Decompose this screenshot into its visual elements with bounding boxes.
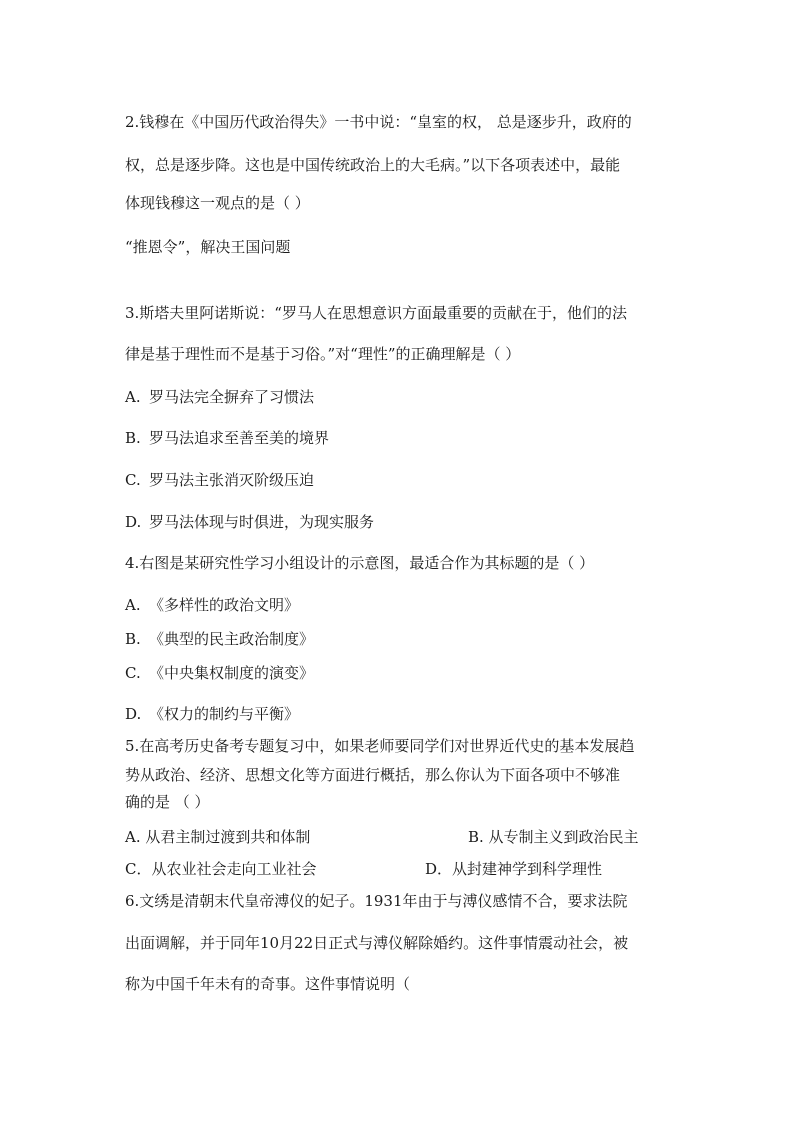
q5-option-b: B. 从专制主义到政治民主 (468, 828, 639, 846)
option-text: 罗马法完全摒弃了习惯法 (149, 388, 315, 406)
q4-option-c (125, 663, 314, 683)
q3-option-c (125, 470, 314, 490)
q3-option-a (125, 387, 314, 407)
q3-option-b (125, 428, 329, 448)
q2-stem-line-1: 2.钱穆在《中国历代政治得失》一书中说：“皇室的权， 总是逐步升，政府的 (125, 113, 632, 131)
option-letter: D. (125, 705, 142, 723)
option-letter: A. (125, 596, 141, 614)
option-text: 罗马法主张消灭阶级压迫 (149, 471, 315, 489)
option-letter: B. (125, 429, 141, 447)
q4-option-d (125, 704, 299, 724)
option-letter: D. (125, 513, 142, 531)
option-text: 《中央集权制度的演变》 (149, 664, 315, 682)
q6-stem-line-1: 6.文绣是清朝末代皇帝溥仪的妃子。1931年由于与溥仪感情不合，要求法院 (125, 892, 628, 910)
q4-stem-line-1: 4.右图是某研究性学习小组设计的示意图，最适合作为其标题的是（ ） (125, 554, 595, 572)
option-text: 《多样性的政治文明》 (149, 596, 300, 614)
q6-stem-line-3: 称为中国千年未有的奇事。这件事情说明（ (125, 975, 411, 993)
q3-option-d (125, 512, 374, 532)
q2-option-text: “推恩令”，解决王国问题 (125, 238, 291, 256)
q5-stem-line-3: 确的是 （ ） (125, 793, 210, 811)
q5-option-d: D．从封建神学到科学理性 (425, 860, 603, 878)
q5-stem-line-2: 势从政治、经济、思想文化等方面进行概括，那么你认为下面各项中不够准 (125, 766, 621, 784)
q4-option-b (125, 629, 314, 649)
option-text: 罗马法追求至善至美的境界 (149, 429, 330, 447)
q5-option-c: C．从农业社会走向工业社会 (125, 860, 317, 878)
q5-stem-line-1: 5.在高考历史备考专题复习中，如果老师要同学们对世界近代史的基本发展趋 (125, 737, 635, 755)
q2-stem-line-3: 体现钱穆这一观点的是（ ） (125, 194, 310, 212)
option-text: 《典型的民主政治制度》 (149, 630, 315, 648)
q3-stem-line-2: 律是基于理性而不是基于习俗。”对“理性”的正确理解是（ ） (125, 345, 521, 363)
option-letter: C. (125, 471, 141, 489)
option-letter: A. (125, 388, 141, 406)
q4-option-a (125, 595, 299, 615)
q3-stem-line-1: 3.斯塔夫里阿诺斯说：“罗马人在思想意识方面最重要的贡献在于，他们的法 (125, 304, 627, 322)
q2-stem-line-2: 权，总是逐步降。这也是中国传统政治上的大毛病。”以下各项表述中，最能 (125, 156, 621, 174)
option-text: 罗马法体现与时俱进，为现实服务 (149, 513, 375, 531)
option-letter: B. (125, 630, 141, 648)
q5-option-a: A. 从君主制过渡到共和体制 (125, 828, 311, 846)
option-letter: C. (125, 664, 141, 682)
option-text: 《权力的制约与平衡》 (149, 705, 300, 723)
q6-stem-line-2: 出面调解，并于同年10月22日正式与溥仪解除婚约。这件事情震动社会，被 (125, 934, 629, 952)
